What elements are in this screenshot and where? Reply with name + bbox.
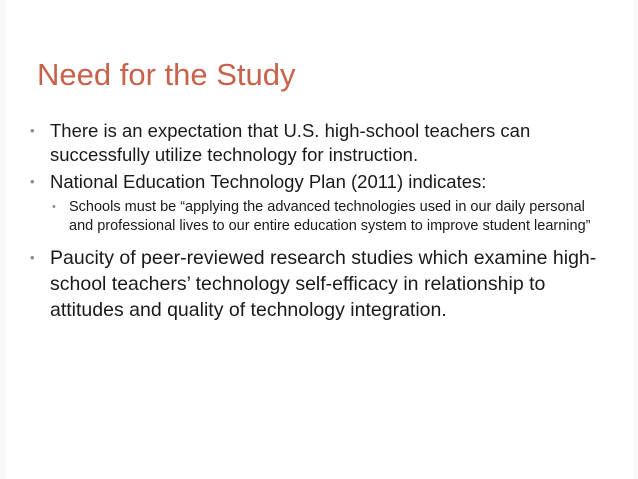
bullet-text: Schools must be “applying the advanced technologies used in our daily personal and professional lives to our entire education system to improve student learning”: [69, 199, 591, 234]
bullet-text: There is an expectation that U.S. high-school teachers can successfully utilize technology for instruction.: [50, 120, 531, 165]
bullet-item: [30, 119, 610, 167]
bullet-text: Paucity of peer-reviewed research studies which examine high-school teachers’ technology self-efficacy in relationship to attitudes and quality of technology integration.: [50, 247, 597, 321]
bullet-icon: •: [30, 174, 35, 189]
slide-title: Need for the Study: [37, 57, 296, 92]
bullet-item: [30, 170, 610, 194]
bullet-list: [30, 119, 610, 326]
bullet-icon: •: [30, 250, 35, 265]
bullet-text: National Education Technology Plan (2011) indicates:: [50, 171, 487, 192]
right-margin-strip: [633, 0, 638, 479]
sub-bullet-item: [52, 198, 610, 236]
bullet-icon: •: [52, 201, 56, 213]
left-margin-strip: [0, 0, 5, 479]
bullet-icon: •: [30, 123, 35, 138]
bullet-item: [30, 245, 610, 323]
